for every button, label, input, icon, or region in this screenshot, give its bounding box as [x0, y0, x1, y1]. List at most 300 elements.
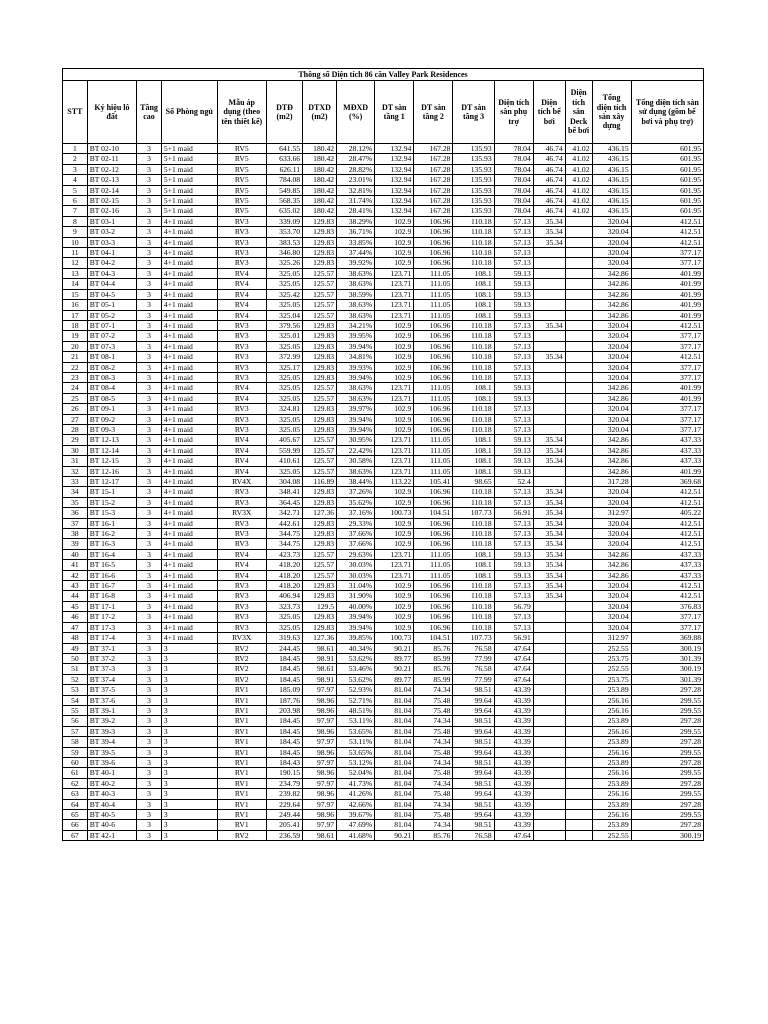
table-cell: 167.28 — [414, 164, 453, 174]
table-row — [63, 633, 704, 643]
table-cell: 234.79 — [266, 778, 302, 788]
table-cell: 81.04 — [375, 726, 414, 736]
table-cell: 102.9 — [375, 372, 414, 382]
table-cell: 5+1 maid — [161, 154, 217, 164]
table-cell: 559.99 — [266, 445, 302, 455]
table-cell: 129.83 — [303, 497, 337, 507]
table-cell: 123.71 — [375, 466, 414, 476]
table-cell: 3 — [137, 529, 162, 539]
table-cell: 47.64 — [494, 664, 533, 674]
table-cell: 3 — [161, 653, 217, 663]
table-cell: 99.64 — [453, 705, 494, 715]
table-cell: 100.73 — [375, 633, 414, 643]
table-cell: 106.96 — [414, 414, 453, 424]
table-cell: 253.89 — [592, 820, 631, 830]
table-cell: RV1 — [217, 726, 266, 736]
table-cell: 297.28 — [631, 716, 703, 726]
table-cell: 123.71 — [375, 310, 414, 320]
table-cell: 125.57 — [303, 279, 337, 289]
table-cell: 3 — [137, 383, 162, 393]
table-cell: 135.93 — [453, 144, 494, 154]
table-cell: 342.86 — [592, 560, 631, 570]
spreadsheet-sheet — [62, 68, 704, 841]
table-cell: 38.63% — [337, 300, 375, 310]
table-cell: 320.04 — [592, 320, 631, 330]
table-cell — [533, 695, 565, 705]
table-cell: 3 — [137, 154, 162, 164]
table-cell: 323.73 — [266, 601, 302, 611]
table-cell: 43.39 — [494, 716, 533, 726]
table-cell: 81.04 — [375, 799, 414, 809]
table-cell: RV4X — [217, 477, 266, 487]
table-cell: 412.51 — [631, 591, 703, 601]
table-cell: 180.42 — [303, 164, 337, 174]
table-cell: 38 — [63, 529, 88, 539]
table-cell: 111.05 — [414, 435, 453, 445]
table-cell: 325.05 — [266, 612, 302, 622]
table-row — [63, 279, 704, 289]
table-cell: BT 02-15 — [87, 196, 136, 206]
table-cell: 7 — [63, 206, 88, 216]
table-cell: 3 — [137, 581, 162, 591]
table-cell: RV5 — [217, 185, 266, 195]
table-cell: 205.41 — [266, 820, 302, 830]
table-cell: 97.97 — [303, 685, 337, 695]
table-cell: 57.13 — [494, 424, 533, 434]
table-cell: 110.18 — [453, 414, 494, 424]
table-cell: RV3 — [217, 352, 266, 362]
table-row — [63, 560, 704, 570]
table-cell: 3 — [161, 716, 217, 726]
table-cell: RV4 — [217, 466, 266, 476]
table-row — [63, 539, 704, 549]
table-cell: 102.9 — [375, 227, 414, 237]
table-cell: 167.28 — [414, 144, 453, 154]
table-cell — [565, 466, 592, 476]
table-cell: RV3 — [217, 601, 266, 611]
table-cell: 5+1 maid — [161, 144, 217, 154]
table-cell: 106.96 — [414, 248, 453, 258]
table-cell: 108.1 — [453, 300, 494, 310]
table-cell: 35.34 — [533, 591, 565, 601]
table-cell: 18 — [63, 320, 88, 330]
table-cell: 3 — [161, 747, 217, 757]
table-cell: 3 — [137, 435, 162, 445]
table-cell: 320.04 — [592, 331, 631, 341]
table-cell: RV1 — [217, 737, 266, 747]
table-cell: 3 — [161, 737, 217, 747]
table-cell: 99.64 — [453, 747, 494, 757]
table-cell: BT 12-15 — [87, 456, 136, 466]
table-cell: RV4 — [217, 560, 266, 570]
table-cell: 383.53 — [266, 237, 302, 247]
table-cell: RV3 — [217, 591, 266, 601]
table-cell: 111.05 — [414, 383, 453, 393]
table-cell: 106.96 — [414, 591, 453, 601]
table-cell: 46.74 — [533, 164, 565, 174]
table-cell: 300.19 — [631, 830, 703, 840]
table-cell: BT 03-2 — [87, 227, 136, 237]
table-cell: 59.13 — [494, 300, 533, 310]
table-cell: 98.96 — [303, 695, 337, 705]
table-cell: BT 37-5 — [87, 685, 136, 695]
table-cell: RV3X — [217, 508, 266, 518]
table-cell: 320.04 — [592, 414, 631, 424]
table-cell: 35.34 — [533, 320, 565, 330]
table-cell: BT 39-2 — [87, 716, 136, 726]
table-cell: 3 — [137, 404, 162, 414]
table-cell: 3 — [137, 237, 162, 247]
table-cell: 4+1 maid — [161, 601, 217, 611]
table-cell: 364.45 — [266, 497, 302, 507]
table-cell: 57.13 — [494, 320, 533, 330]
table-cell: 180.42 — [303, 154, 337, 164]
table-cell: 5+1 maid — [161, 164, 217, 174]
table-cell — [565, 258, 592, 268]
table-cell: 57.13 — [494, 341, 533, 351]
table-cell: 53.11% — [337, 716, 375, 726]
table-cell: 54 — [63, 695, 88, 705]
table-cell: BT 16-6 — [87, 570, 136, 580]
table-cell: 31.90% — [337, 591, 375, 601]
table-cell: 97.97 — [303, 716, 337, 726]
table-cell: 125.57 — [303, 549, 337, 559]
table-cell: 26 — [63, 404, 88, 414]
table-cell — [565, 622, 592, 632]
table-cell: 42.66% — [337, 799, 375, 809]
table-cell: 110.18 — [453, 497, 494, 507]
table-cell: 61 — [63, 768, 88, 778]
table-cell: RV3 — [217, 529, 266, 539]
table-cell — [565, 664, 592, 674]
table-cell — [533, 737, 565, 747]
table-row — [63, 685, 704, 695]
table-cell: 25 — [63, 393, 88, 403]
table-cell: 297.28 — [631, 799, 703, 809]
table-cell: 3 — [161, 768, 217, 778]
table-cell: 4+1 maid — [161, 362, 217, 372]
table-cell: BT 02-10 — [87, 144, 136, 154]
table-cell: 129.83 — [303, 622, 337, 632]
table-cell: 125.57 — [303, 268, 337, 278]
table-cell — [533, 810, 565, 820]
table-cell: 252.55 — [592, 830, 631, 840]
table-cell: 376.83 — [631, 601, 703, 611]
table-cell: 47.69% — [337, 820, 375, 830]
table-cell: 111.05 — [414, 300, 453, 310]
table-cell: BT 40-4 — [87, 799, 136, 809]
table-cell: RV3 — [217, 341, 266, 351]
table-cell: 3 — [161, 757, 217, 767]
table-cell: 57.13 — [494, 497, 533, 507]
table-cell: 412.51 — [631, 497, 703, 507]
table-cell: 3 — [137, 393, 162, 403]
table-cell: 108.1 — [453, 466, 494, 476]
table-cell: BT 16-8 — [87, 591, 136, 601]
table-cell: 641.55 — [266, 144, 302, 154]
table-cell: 57.13 — [494, 581, 533, 591]
column-header: Số Phòng ngủ — [161, 81, 217, 144]
table-cell: 44 — [63, 591, 88, 601]
table-row — [63, 164, 704, 174]
table-cell: 185.09 — [266, 685, 302, 695]
table-cell: 325.05 — [266, 393, 302, 403]
table-cell: BT 17-4 — [87, 633, 136, 643]
table-cell: BT 12-13 — [87, 435, 136, 445]
table-cell: 4+1 maid — [161, 216, 217, 226]
table-cell: 401.99 — [631, 466, 703, 476]
table-cell: RV1 — [217, 799, 266, 809]
table-cell — [565, 674, 592, 684]
table-cell: RV2 — [217, 674, 266, 684]
table-cell: 111.05 — [414, 445, 453, 455]
table-row — [63, 445, 704, 455]
table-cell: 106.96 — [414, 341, 453, 351]
table-row — [63, 529, 704, 539]
table-cell: 78.04 — [494, 175, 533, 185]
table-row — [63, 581, 704, 591]
table-cell: 320.04 — [592, 497, 631, 507]
table-cell: 104.51 — [414, 633, 453, 643]
table-cell: RV3 — [217, 320, 266, 330]
table-cell: 549.85 — [266, 185, 302, 195]
table-cell: 64 — [63, 799, 88, 809]
table-cell — [565, 747, 592, 757]
table-cell: 3 — [137, 622, 162, 632]
table-cell: 75.48 — [414, 726, 453, 736]
table-cell: 49 — [63, 643, 88, 653]
table-cell: 436.15 — [592, 175, 631, 185]
table-cell: 437.33 — [631, 445, 703, 455]
table-cell: 102.9 — [375, 539, 414, 549]
table-cell: 304.08 — [266, 477, 302, 487]
table-row — [63, 487, 704, 497]
table-cell: 106.96 — [414, 237, 453, 247]
table-cell: 129.83 — [303, 414, 337, 424]
table-cell: 253.75 — [592, 674, 631, 684]
table-cell: 102.9 — [375, 622, 414, 632]
table-cell — [533, 789, 565, 799]
table-cell: 43.39 — [494, 778, 533, 788]
table-cell: 127.36 — [303, 508, 337, 518]
table-cell: 76.58 — [453, 643, 494, 653]
table-cell: 299.55 — [631, 747, 703, 757]
table-cell: 125.57 — [303, 383, 337, 393]
table-cell: 85.76 — [414, 643, 453, 653]
table-cell: 41.02 — [565, 175, 592, 185]
table-cell: 75.48 — [414, 705, 453, 715]
table-row — [63, 175, 704, 185]
table-cell — [533, 466, 565, 476]
table-cell — [533, 601, 565, 611]
table-cell: 125.57 — [303, 435, 337, 445]
table-cell: 3 — [137, 196, 162, 206]
table-row — [63, 477, 704, 487]
table-cell: 110.18 — [453, 216, 494, 226]
table-cell: 39 — [63, 539, 88, 549]
table-cell: 35.34 — [533, 435, 565, 445]
table-cell: 35.34 — [533, 216, 565, 226]
table-cell: 102.9 — [375, 414, 414, 424]
table-cell: 41.02 — [565, 185, 592, 195]
table-cell: 418.20 — [266, 581, 302, 591]
table-cell: 78.04 — [494, 196, 533, 206]
table-cell: 59.13 — [494, 435, 533, 445]
table-cell: 412.51 — [631, 216, 703, 226]
table-cell: 40 — [63, 549, 88, 559]
table-cell: 132.94 — [375, 196, 414, 206]
column-header: STT — [63, 81, 88, 144]
table-cell: 35.34 — [533, 560, 565, 570]
table-cell: 21 — [63, 352, 88, 362]
table-cell — [565, 237, 592, 247]
table-cell: 342.86 — [592, 445, 631, 455]
table-cell: 41.26% — [337, 789, 375, 799]
table-cell — [533, 258, 565, 268]
table-cell: BT 08-2 — [87, 362, 136, 372]
table-cell: 4+1 maid — [161, 279, 217, 289]
table-cell: 35.62% — [337, 497, 375, 507]
table-cell: 35.34 — [533, 570, 565, 580]
table-cell: 412.51 — [631, 487, 703, 497]
table-cell: 37 — [63, 518, 88, 528]
table-cell: 4+1 maid — [161, 310, 217, 320]
table-cell: 5+1 maid — [161, 175, 217, 185]
table-cell: RV5 — [217, 196, 266, 206]
table-cell: 4+1 maid — [161, 289, 217, 299]
table-cell: BT 03-3 — [87, 237, 136, 247]
table-cell: 129.83 — [303, 518, 337, 528]
table-cell: 3 — [161, 643, 217, 653]
table-cell: 123.71 — [375, 268, 414, 278]
table-cell: 626.11 — [266, 164, 302, 174]
table-cell: 325.42 — [266, 289, 302, 299]
table-cell: RV1 — [217, 747, 266, 757]
table-cell: 346.80 — [266, 248, 302, 258]
table-cell: 110.18 — [453, 591, 494, 601]
table-cell: 106.96 — [414, 352, 453, 362]
table-cell: 312.97 — [592, 508, 631, 518]
table-cell — [565, 372, 592, 382]
table-cell — [533, 685, 565, 695]
table-cell: 125.57 — [303, 570, 337, 580]
table-cell: RV4 — [217, 268, 266, 278]
table-cell: 180.42 — [303, 175, 337, 185]
table-cell: 34.21% — [337, 320, 375, 330]
table-cell: 184.45 — [266, 737, 302, 747]
table-cell: 377.17 — [631, 372, 703, 382]
table-cell: 3 — [137, 705, 162, 715]
table-cell: 39.94% — [337, 341, 375, 351]
table-cell: 38.29% — [337, 216, 375, 226]
table-cell: 38.44% — [337, 477, 375, 487]
table-cell — [565, 581, 592, 591]
table-cell: 320.04 — [592, 362, 631, 372]
table-cell: BT 15-2 — [87, 497, 136, 507]
table-cell: 17 — [63, 310, 88, 320]
table-cell: 46.74 — [533, 185, 565, 195]
table-cell: 59.13 — [494, 445, 533, 455]
table-cell: 97.97 — [303, 820, 337, 830]
table-cell: 412.51 — [631, 320, 703, 330]
table-cell: 325.26 — [266, 258, 302, 268]
table-cell: 405.67 — [266, 435, 302, 445]
table-cell: BT 04-2 — [87, 258, 136, 268]
table-cell: 60 — [63, 757, 88, 767]
table-cell: 45 — [63, 601, 88, 611]
table-row — [63, 424, 704, 434]
table-row — [63, 830, 704, 840]
table-cell: 53.46% — [337, 664, 375, 674]
table-cell: 76.58 — [453, 830, 494, 840]
table-cell: 3 — [161, 830, 217, 840]
table-cell: 111.05 — [414, 310, 453, 320]
table-cell: 342.86 — [592, 289, 631, 299]
table-cell: 48 — [63, 633, 88, 643]
table-cell: BT 40-2 — [87, 778, 136, 788]
table-cell: 57.13 — [494, 331, 533, 341]
table-cell — [565, 705, 592, 715]
table-cell: 106.96 — [414, 372, 453, 382]
table-cell — [565, 789, 592, 799]
table-cell: RV1 — [217, 685, 266, 695]
table-cell: 3 — [137, 414, 162, 424]
table-cell: 187.76 — [266, 695, 302, 705]
table-cell: 31.74% — [337, 196, 375, 206]
table-cell: 180.42 — [303, 144, 337, 154]
table-cell: 59.13 — [494, 456, 533, 466]
table-cell: 43.39 — [494, 685, 533, 695]
table-cell: BT 07-2 — [87, 331, 136, 341]
table-cell: 135.93 — [453, 164, 494, 174]
table-cell: 3 — [161, 799, 217, 809]
table-cell: 4+1 maid — [161, 352, 217, 362]
table-row — [63, 383, 704, 393]
table-cell: 184.43 — [266, 757, 302, 767]
table-cell — [565, 310, 592, 320]
table-cell: 4+1 maid — [161, 497, 217, 507]
table-cell: 99.64 — [453, 695, 494, 705]
table-cell: 59.13 — [494, 383, 533, 393]
table-cell: 129.83 — [303, 216, 337, 226]
table-cell: 106.96 — [414, 424, 453, 434]
table-cell: 125.57 — [303, 445, 337, 455]
table-cell: 106.96 — [414, 497, 453, 507]
table-cell: 97.97 — [303, 799, 337, 809]
table-cell: 184.45 — [266, 653, 302, 663]
table-cell — [565, 216, 592, 226]
table-cell: 299.55 — [631, 705, 703, 715]
table-cell: 23.01% — [337, 175, 375, 185]
table-cell: 98.51 — [453, 778, 494, 788]
table-cell: 369.68 — [631, 477, 703, 487]
table-cell: 29 — [63, 435, 88, 445]
table-cell: 39.97% — [337, 404, 375, 414]
table-cell: 253.89 — [592, 778, 631, 788]
table-cell: 35.34 — [533, 487, 565, 497]
table-cell: 102.9 — [375, 352, 414, 362]
table-cell: 98.61 — [303, 643, 337, 653]
table-cell: 256.16 — [592, 726, 631, 736]
column-header: DT sàn tầng 1 — [375, 81, 414, 144]
table-row — [63, 768, 704, 778]
table-cell — [533, 372, 565, 382]
table-cell: 74.34 — [414, 799, 453, 809]
table-cell: 129.83 — [303, 404, 337, 414]
table-cell: 46.74 — [533, 144, 565, 154]
table-row — [63, 456, 704, 466]
table-cell: 300.19 — [631, 643, 703, 653]
